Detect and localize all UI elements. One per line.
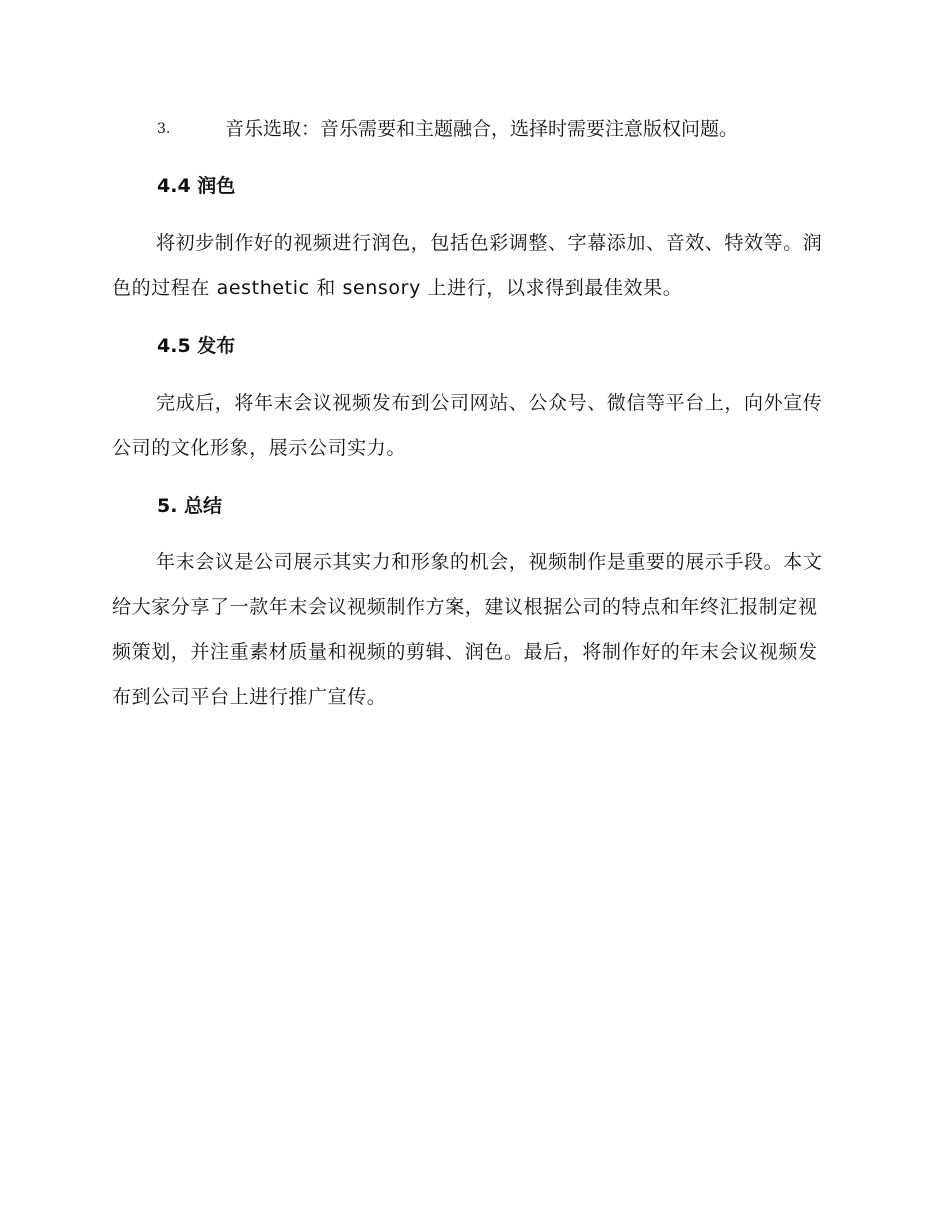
heading-5: 5. 总结	[157, 495, 223, 517]
heading-4-5: 4.5 发布	[157, 335, 236, 357]
list-item-music-selection	[157, 114, 837, 144]
paragraph-4-4: 将初步制作好的视频进行润色，包括色彩调整、字幕添加、音效、特效等。润色的过程在 aesthetic 和 sensory 上进行，以求得到最佳效果。	[112, 232, 823, 299]
list-text: 音乐选取：音乐需要和主题融合，选择时需要注意版权问题。	[225, 118, 739, 140]
paragraph-5: 年末会议是公司展示其实力和形象的机会，视频制作是重要的展示手段。本文给大家分享了一款年末会议视频制作方案，建议根据公司的特点和年终汇报制定视频策划，并注重素材质量和视频的剪辑、润色。最后，将制作好的年末会议视频发布到公司平台上进行推广宣传。	[112, 551, 823, 708]
list-number: 3.	[157, 121, 171, 137]
heading-4-4: 4.4 润色	[157, 175, 236, 197]
paragraph-4-5: 完成后，将年末会议视频发布到公司网站、公众号、微信等平台上，向外宣传公司的文化形象，展示公司实力。	[112, 392, 823, 459]
